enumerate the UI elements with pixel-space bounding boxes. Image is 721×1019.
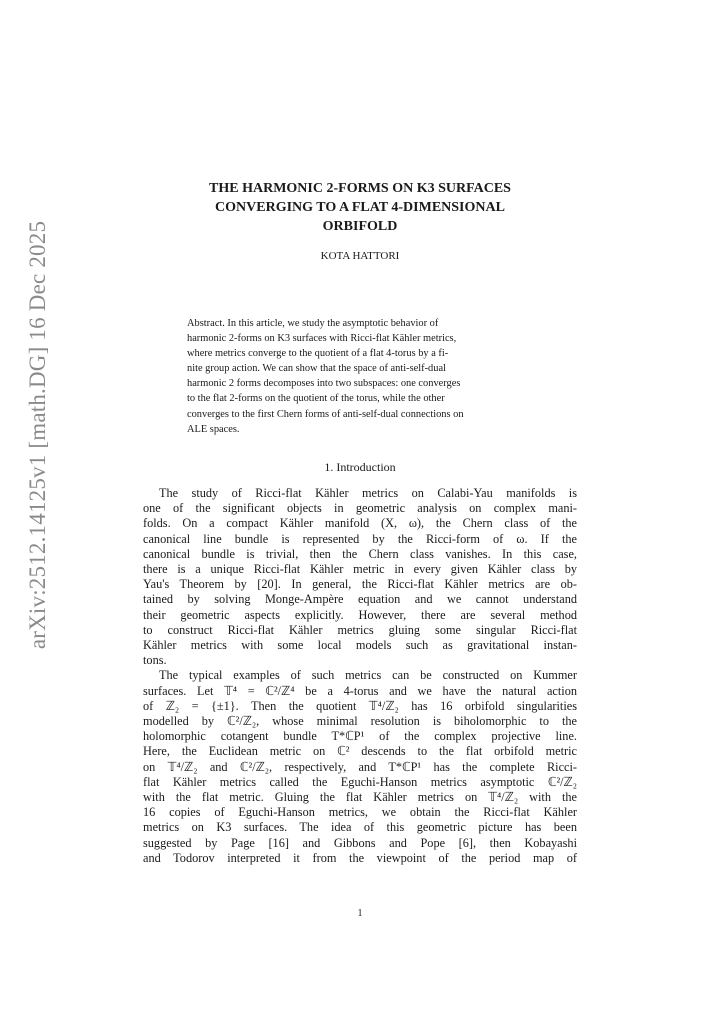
paper-title [140,179,580,236]
body-line: with the flat metric. Gluing the flat Kähler metrics on 𝕋⁴/ℤ₂ with the [143,790,577,805]
body-line: canonical bundle is trivial, then the Chern class vanishes. In this case, [143,546,577,561]
abstract-line: where metrics converge to the quotient of a flat 4-torus by a fi- [187,348,449,360]
author-name: KOTA HATTORI [320,250,400,262]
body-line: their geometric aspects explicitly. However, there are several method [143,607,577,622]
body-line: on 𝕋⁴/ℤ₂ and ℂ²/ℤ₂, respectively, and T*ℂP¹ has the complete Ricci- [143,759,577,774]
body-line: The typical examples of such metrics can be constructed on Kummer [159,668,577,683]
body-line: tained by solving Monge-Ampère equation and we cannot understand [143,592,577,607]
arxiv-side-stamp: arXiv:2512.14125v1 [math.DG] 16 Dec 2025 [25,220,50,650]
page-number: 1 [357,908,363,919]
abstract-line: to the flat 2-forms on the quotient of the torus, while the other [187,393,445,405]
body-line: flat Kähler metrics called the Eguchi-Hanson metrics asymptotic ℂ²/ℤ₂ [143,774,577,789]
abstract [187,316,535,437]
abstract-line: ALE spaces. [187,423,240,435]
abstract-line: harmonic 2-forms on K3 surfaces with Ricci-flat Kähler metrics, [187,333,457,345]
body-line: one of the significant objects in geometric analysis on complex mani- [143,501,577,516]
body-line: and Todorov interpreted it from the viewpoint of the period map of [143,850,577,865]
title-line: ORBIFOLD [322,219,398,234]
body-line: Here, the Euclidean metric on ℂ² descends to the flat orbifold metric [143,744,577,759]
body-text [143,486,577,866]
body-line: folds. On a compact Kähler manifold (X, ω), the Chern class of the [143,516,577,531]
abstract-line: nite group action. We can show that the space of anti-self-dual [187,363,446,375]
body-line: metrics on K3 surfaces. The idea of this geometric picture has been [143,820,577,835]
body-line: to construct Ricci-flat Kähler metrics gluing some singular Ricci-flat [143,622,577,637]
body-line: Kähler metrics with some local models such as gravitational instan- [143,638,577,653]
body-line: Yau's Theorem by [20]. In general, the Ricci-flat Kähler metrics are ob- [143,577,577,592]
title-line: CONVERGING TO A FLAT 4-DIMENSIONAL [215,200,505,215]
body-line: canonical line bundle is represented by the Ricci-form of ω. If the [143,531,577,546]
body-line: suggested by Page [16] and Gibbons and Pope [6], then Kobayashi [143,835,577,850]
body-line: 16 copies of Eguchi-Hanson metrics, we obtain the Ricci-flat Kähler [143,805,577,820]
body-line: holomorphic cotangent bundle T*ℂP¹ of the complex projective line. [143,729,577,744]
body-line: of ℤ₂ = {±1}. Then the quotient 𝕋⁴/ℤ₂ has 16 orbifold singularities [143,698,577,713]
body-line: modelled by ℂ²/ℤ₂, whose minimal resolution is biholomorphic to the [143,714,577,729]
abstract-line: Abstract. In this article, we study the asymptotic behavior of [187,318,439,329]
title-line: THE HARMONIC 2-FORMS ON K3 SURFACES [209,181,511,196]
body-line: The study of Ricci-flat Kähler metrics on Calabi-Yau manifolds is [159,486,577,500]
section-heading: 1. Introduction [324,460,396,474]
body-line: there is a unique Ricci-flat Kähler metric in every given Kähler class by [143,562,577,577]
abstract-line: harmonic 2 forms decomposes into two subspaces: one converges [187,378,461,390]
body-line: tons. [143,653,167,668]
body-line: surfaces. Let 𝕋⁴ = ℂ²/ℤ⁴ be a 4-torus and we have the natural action [143,683,577,698]
abstract-line: converges to the first Chern forms of anti-self-dual connections on [187,408,464,420]
